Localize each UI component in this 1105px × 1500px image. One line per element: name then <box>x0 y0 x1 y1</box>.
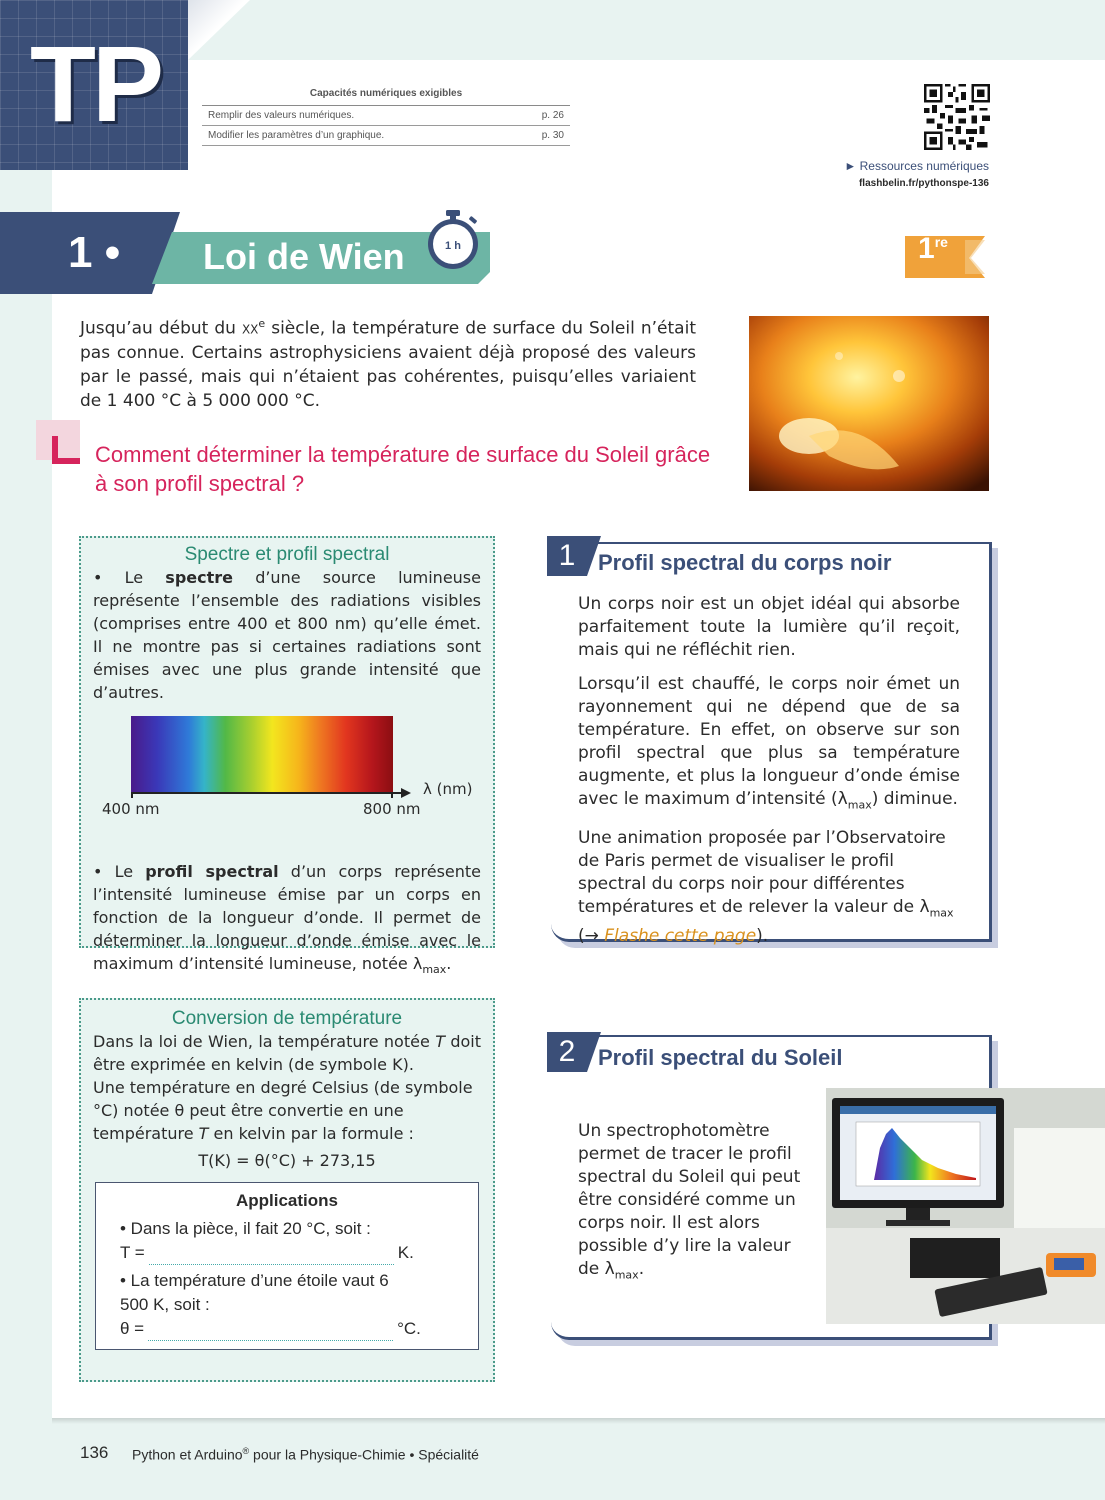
intro-paragraph <box>80 312 696 413</box>
century: xx <box>241 318 259 339</box>
capacite-page: p. 30 <box>541 130 564 141</box>
flashe-link[interactable]: Flashe cette page <box>604 925 757 946</box>
text: Lorsqu’il est chauffé, le corps noir émet un rayonnement qui ne dépend que de sa température. En effet, on observe sur son profil spectral que plus sa température augmente, et plus la longueur d’onde émise avec le maximum d’intensité (λ <box>578 674 960 809</box>
text: pour la Physique-Chimie • Spécialité <box>249 1446 479 1463</box>
term-spectre: spectre <box>165 568 233 587</box>
answer-line-1 <box>120 1241 454 1265</box>
spectrum-figure <box>93 714 481 852</box>
duration-label: 1 h <box>445 240 461 252</box>
capacites-title: Capacités numériques exigibles <box>202 88 570 106</box>
answer-field-2[interactable] <box>148 1323 393 1341</box>
text: doit être exprimée en kelvin (de symbole K). <box>93 1032 482 1074</box>
paragraph: Un corps noir est un objet idéal qui absorbe parfaitement toute la lumière qu’il reçoit, mais qui ne réfléchit rien. <box>578 594 960 660</box>
wavelength-axis <box>131 792 403 794</box>
text: d’une source lumineuse représente l’ensemble des radiations visibles (comprises entre 400 et 800 nm) qu’elle émet. Il ne montre pas si certaines radiations sont émises avec une plus grande intensité que d’autres. <box>93 568 481 702</box>
sun-image <box>749 316 989 491</box>
paragraph <box>578 827 960 947</box>
registered-mark: ® <box>242 1446 250 1456</box>
page-title: Loi de Wien <box>203 236 405 277</box>
application-1: • Dans la pièce, il fait 20 °C, soit : <box>120 1219 371 1238</box>
subscript: max <box>847 798 872 812</box>
symbol-T: T <box>435 1032 445 1051</box>
answer-unit: °C. <box>397 1319 421 1338</box>
main-question: Comment déterminer la température de surface du Soleil grâce à son profil spectral ? <box>95 442 711 496</box>
capacites-row <box>202 126 570 146</box>
text: . <box>446 954 452 973</box>
text: Un spectrophotomètre permet de tracer le profil spectral du Soleil qui peut être considéré comme un corps noir. Il est alors possible d’y lire la valeur de λ <box>578 1121 801 1279</box>
answer-unit: K. <box>397 1243 414 1262</box>
tick-label-min: 400 nm <box>102 800 160 818</box>
spectre-box-title: Spectre et profil spectral <box>184 544 390 565</box>
question-bracket <box>52 436 80 464</box>
applications-title: Applications <box>235 1191 338 1210</box>
term-profil: profil spectral <box>145 862 279 881</box>
page-number: 136 <box>80 1443 109 1462</box>
text: . <box>638 1259 645 1279</box>
applications-box <box>95 1182 479 1350</box>
axis-label: λ (nm) <box>423 780 473 798</box>
conversion-box-title: Conversion de température <box>171 1008 403 1029</box>
stopwatch-icon <box>425 208 481 272</box>
capacites-table <box>202 88 570 146</box>
text: ). <box>756 925 769 946</box>
resources-label[interactable]: ► Ressources numériques <box>844 159 989 173</box>
capacite-label: Remplir des valeurs numériques. <box>208 110 355 121</box>
document-title-2: Profil spectral du Soleil <box>598 1045 843 1070</box>
axis-tick <box>391 792 393 798</box>
tick-label-max: 800 nm <box>363 800 421 818</box>
text: Python et Arduino <box>132 1446 243 1463</box>
page-edge <box>52 1418 1105 1424</box>
text: • Le <box>93 568 166 587</box>
text: ) diminue. <box>871 789 958 809</box>
tp-label: TP <box>30 23 161 144</box>
resources-url[interactable]: flashbelin.fr/pythonspe-136 <box>858 178 989 189</box>
profil-definition <box>93 860 481 981</box>
text: d’un corps représente l’intensité lumineuse émise par un corps en fonction de la longueur d’onde. Il permet de déterminer la longueur d’onde émise avec le maximum d’intensité lumineuse, notée λ <box>93 862 482 973</box>
intro-text-b: siècle, la température de surface du Soleil n’était pas connue. Certains astrophysiciens avaient déjà proposé des valeurs par le passé, mais qui n’étaient pas cohérentes, puisqu’elles variaient de 1 400 °C à 5 000 000 °C. <box>80 318 696 411</box>
computer-image <box>826 1088 1105 1324</box>
text: Une animation proposée par l’Observatoire de Paris permet de visualiser le profil spectral du corps noir pour différentes températures et de relever la valeur de λ <box>578 828 946 918</box>
answer-line-2 <box>120 1317 454 1341</box>
text: • Le <box>93 862 146 881</box>
application-2: • La température d’une étoile vaut 6 500 K, soit : <box>120 1271 389 1314</box>
sun-photo <box>749 316 989 491</box>
qr-code-icon[interactable] <box>924 84 990 150</box>
capacite-label: Modifier les paramètres d’un graphique. <box>208 130 385 141</box>
text: (→ <box>578 925 605 946</box>
document-text-1 <box>578 593 960 959</box>
paragraph <box>578 673 960 816</box>
subscript: max <box>929 906 954 920</box>
level-number: 1 <box>918 232 935 265</box>
spectre-definition <box>93 566 481 704</box>
text: Une température en degré Celsius (de symbole °C) notée θ peut être convertie en une température <box>93 1078 473 1143</box>
subscript: max <box>422 963 447 977</box>
conversion-text-2 <box>93 1076 481 1145</box>
card-top-line <box>551 1035 992 1037</box>
text: en kelvin par la formule : <box>208 1124 414 1143</box>
answer-field-1[interactable] <box>149 1247 394 1265</box>
subscript: max <box>614 1268 639 1282</box>
section-number: 1 • <box>68 228 121 277</box>
spectre-box <box>79 536 495 977</box>
capacite-page: p. 26 <box>541 110 564 121</box>
card-top-line <box>551 542 992 544</box>
intro-text-a: Jusqu’au début du <box>80 318 242 339</box>
axis-arrow-icon <box>401 788 411 798</box>
capacites-row <box>202 106 570 126</box>
level-sup: re <box>934 234 948 250</box>
conversion-box <box>79 998 495 1382</box>
document-title-1: Profil spectral du corps noir <box>598 550 892 575</box>
conversion-text-1 <box>93 1030 481 1076</box>
symbol-T: T <box>198 1124 209 1143</box>
book-title <box>132 1446 479 1463</box>
century-sup: e <box>258 317 266 330</box>
spectrophotometer-photo <box>826 1088 1105 1324</box>
conversion-formula: T(K) = θ(°C) + 273,15 <box>198 1151 376 1170</box>
level-label <box>918 232 948 266</box>
text: Dans la loi de Wien, la température notée <box>93 1032 436 1051</box>
document-number-1: 1 <box>547 536 587 576</box>
axis-tick <box>131 792 133 798</box>
document-number-2: 2 <box>547 1032 587 1072</box>
visible-spectrum <box>131 716 393 792</box>
document-text-2 <box>578 1120 810 1286</box>
answer-lhs: θ = <box>120 1319 145 1338</box>
answer-lhs: T = <box>120 1243 145 1262</box>
